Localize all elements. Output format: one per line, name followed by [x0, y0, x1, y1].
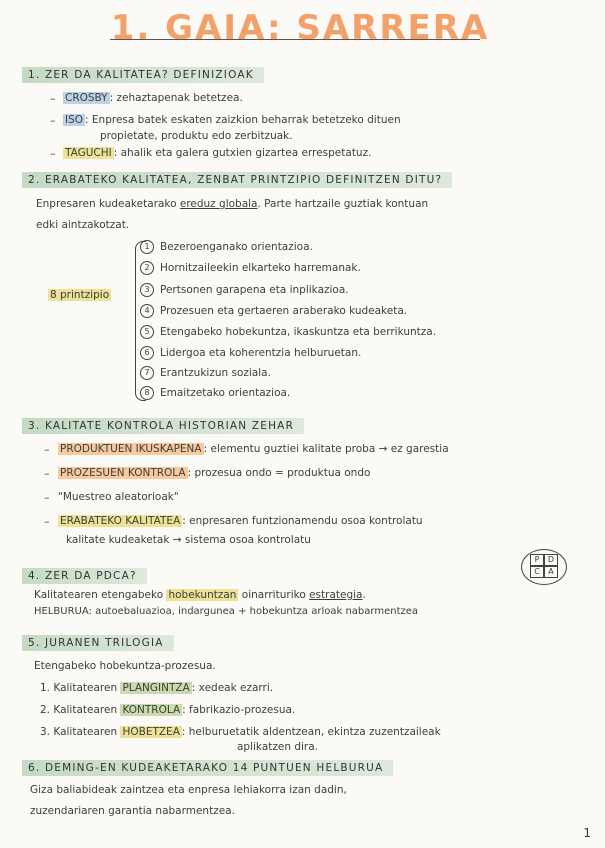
definition-crosby: [63, 92, 243, 104]
history-item-cont: kalitate kudeaketak → sistema osoa kontrolatu: [66, 534, 311, 546]
principle-text: Pertsonen garapena eta inplikazioa.: [160, 284, 349, 296]
number-circle: 1: [140, 240, 154, 254]
tag-planginta: PLANGINTZA: [122, 682, 190, 694]
pdca-a: A: [544, 566, 558, 578]
text: oinarrituriko: [238, 589, 310, 601]
text: Kalitatearen: [53, 704, 121, 716]
text: Kalitatearen: [53, 726, 121, 738]
principle-item: [140, 386, 290, 400]
text: Kalitatearen: [53, 682, 121, 694]
text: Enpresaren kudeaketarako: [36, 198, 180, 210]
section-2-text-cont: edki aintzakotzat.: [36, 219, 130, 231]
definition-text: : Enpresa batek eskaten zaizkion beharrak betetzeko dituen: [85, 114, 401, 126]
section-5-heading: 5. JURANEN TRILOGIA: [22, 635, 174, 651]
deming-text-cont: zuzendariaren garantia nabarmentzea.: [30, 805, 235, 817]
underlined-estrategia: estrategia: [309, 589, 363, 601]
number-circle: 6: [140, 346, 154, 360]
principles-label: 8 printzipio: [50, 289, 110, 301]
principle-item: [140, 283, 349, 297]
bullet: –: [44, 443, 50, 456]
highlight-hobekuntzan: hobekuntzan: [168, 589, 237, 601]
text: .: [362, 589, 366, 601]
title-underline: [110, 39, 480, 40]
number-circle: 4: [140, 304, 154, 318]
definition-iso: [63, 114, 401, 126]
bullet: –: [50, 147, 56, 160]
number-circle: 7: [140, 366, 154, 380]
principle-item: [140, 325, 436, 339]
definition-taguchi: [63, 147, 371, 159]
item-number: 1.: [40, 682, 51, 694]
principle-text: Etengabeko hobekuntza, ikaskuntza eta berrikuntza.: [160, 326, 437, 338]
history-text: : elementu guztiei kalitate proba → ez garestia: [203, 443, 449, 455]
bullet: –: [50, 92, 56, 105]
item-number: 3.: [40, 726, 51, 738]
juran-item: [40, 726, 441, 738]
juran-intro: Etengabeko hobekuntza-prozesua.: [34, 660, 216, 672]
definition-iso-cont: propietate, produktu edo zerbitzuak.: [100, 130, 293, 142]
number-circle: 8: [140, 386, 154, 400]
principle-text: Bezeroenganako orientazioa.: [160, 241, 313, 253]
history-item: "Muestreo aleatorioak": [58, 491, 179, 503]
tag-hobetzea: HOBETZEA: [122, 726, 180, 738]
bullet: –: [44, 491, 50, 504]
juran-item: [40, 704, 295, 716]
principle-item: [140, 261, 361, 275]
pdca-d: D: [544, 554, 558, 566]
pdca-definition: [34, 589, 366, 601]
pdca-goal: HELBURUA: autoebaluazioa, indargunea + hobekuntza arloak nabarmentzea: [34, 606, 419, 617]
juran-item-cont: aplikatzen dira.: [237, 741, 319, 753]
section-4-heading: 4. ZER DA PDCA?: [22, 568, 147, 584]
item-number: 2.: [40, 704, 51, 716]
principle-text: Hornitzaileekin elkarteko harremanak.: [160, 262, 361, 274]
principle-item: [140, 366, 271, 380]
principle-text: Prozesuen eta gertaeren araberako kudeaketa.: [160, 305, 408, 317]
pdca-cycle-icon: [518, 549, 568, 583]
pdca-c: C: [530, 566, 544, 578]
text: Kalitatearen etengabeko: [34, 589, 167, 601]
principle-text: Lidergoa eta koherentzia helburuetan.: [160, 347, 362, 359]
pdca-p: P: [530, 554, 544, 566]
text: : helburuetatik aldentzean, ekintza zuzentzaileak: [181, 726, 441, 738]
definition-text: : zehaztapenak betetzea.: [109, 92, 243, 104]
tag-erabateko-kalitatea: ERABATEKO KALITATEA: [60, 515, 181, 527]
page-number: 1: [583, 826, 591, 840]
tag-produktuen-ikuskapena: PRODUKTUEN IKUSKAPENA: [60, 443, 202, 455]
history-text: : enpresaren funtzionamendu osoa kontrolatu: [182, 515, 423, 527]
bullet: –: [50, 114, 56, 127]
page-title: 1. GAIA: SARRERA: [110, 8, 490, 48]
number-circle: 2: [140, 261, 154, 275]
principle-item: [140, 304, 407, 318]
tag-iso: ISO: [65, 114, 84, 126]
underlined-text: ereduz globala: [179, 198, 258, 210]
text: . Parte hartzaile guztiak kontuan: [257, 198, 429, 210]
bullet: –: [44, 515, 50, 528]
tag-kontrola: KONTROLA: [122, 704, 181, 716]
tag-taguchi: TAGUCHI: [65, 147, 112, 159]
juran-item: [40, 682, 273, 694]
history-item: [58, 515, 423, 527]
text: : xedeak ezarri.: [191, 682, 274, 694]
history-item: [58, 467, 370, 479]
section-6-heading: 6. DEMING-EN KUDEAKETARAKO 14 PUNTUEN HELBURUA: [22, 760, 393, 776]
deming-text: Giza baliabideak zaintzea eta enpresa lehiakorra izan dadin,: [30, 784, 347, 796]
section-1-heading: 1. ZER DA KALITATEA? DEFINIZIOAK: [22, 67, 264, 83]
section-3-heading: 3. KALITATE KONTROLA HISTORIAN ZEHAR: [22, 418, 304, 434]
principle-text: Emaitzetako orientazioa.: [160, 387, 291, 399]
text: : fabrikazio-prozesua.: [182, 704, 296, 716]
section-2-text: [36, 198, 428, 210]
tag-crosby: CROSBY: [65, 92, 108, 104]
definition-text: : ahalik eta galera gutxien gizartea errespetatuz.: [113, 147, 372, 159]
principle-item: [140, 346, 361, 360]
number-circle: 5: [140, 325, 154, 339]
history-text: : prozesua ondo = produktua ondo: [187, 467, 371, 479]
principle-item: [140, 240, 313, 254]
history-item: [58, 443, 449, 455]
principle-text: Erantzukizun soziala.: [160, 367, 271, 379]
tag-prozesuen-kontrola: PROZESUEN KONTROLA: [60, 467, 186, 479]
section-2-heading: 2. ERABATEKO KALITATEA, ZENBAT PRINTZIPIO DEFINITZEN DITU?: [22, 172, 452, 188]
bullet: –: [44, 467, 50, 480]
number-circle: 3: [140, 283, 154, 297]
